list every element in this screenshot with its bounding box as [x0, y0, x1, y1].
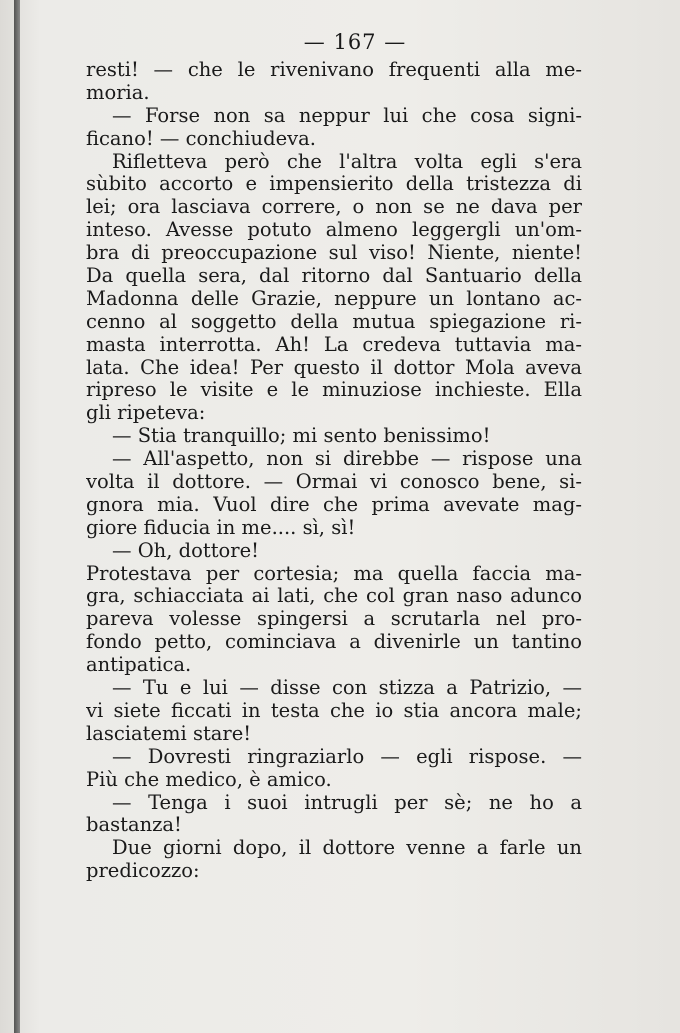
text-line: moria.: [86, 81, 150, 104]
page-number: — 167 —: [303, 30, 407, 54]
text-line: — Forse non sa neppur lui che cosa signi-: [112, 104, 582, 127]
text-line: fondo petto, cominciava a divenirle un tantino: [86, 631, 582, 654]
text-line: ripreso le visite e le minuziose inchieste. Ella: [86, 379, 582, 402]
text-line: bastanza!: [86, 814, 182, 837]
text-line: ficano! — conchiudeva.: [86, 127, 316, 150]
page-body-text: [86, 59, 582, 883]
text-line: gnora mia. Vuol dire che prima avevate mag-: [86, 493, 582, 516]
text-line: — Stia tranquillo; mi sento benissimo!: [112, 425, 491, 448]
text-line: antipatica.: [86, 654, 192, 677]
text-line: lata. Che idea! Per questo il dottor Mola aveva: [86, 356, 582, 379]
text-line: resti! — che le rivenivano frequenti alla me-: [86, 59, 582, 81]
text-line: — Tenga i suoi intrugli per sè; ne ho a: [112, 791, 582, 814]
text-line: — Dovresti ringraziarlo — egli rispose. —: [112, 745, 582, 768]
text-line: Madonna delle Grazie, neppure un lontano ac-: [86, 287, 582, 310]
text-line: gli ripeteva:: [86, 402, 206, 425]
text-line: cenno al soggetto della mutua spiegazione ri-: [86, 310, 582, 333]
text-line: gra, schiacciata ai lati, che col gran naso adunco: [86, 585, 582, 608]
text-line: Più che medico, è amico.: [86, 768, 332, 791]
text-line: Da quella sera, dal ritorno dal Santuario della: [86, 265, 582, 288]
text-line: pareva volesse spingersi a scrutarla nel pro-: [86, 608, 582, 631]
text-line: predicozzo:: [86, 860, 200, 883]
text-line: sùbito accorto e impensierito della tristezza di: [86, 173, 582, 196]
text-line: — Tu e lui — disse con stizza a Patrizio, —: [112, 677, 582, 700]
text-line: Due giorni dopo, il dottore venne a farle un: [112, 837, 582, 860]
text-line: masta interrotta. Ah! La credeva tuttavia ma-: [86, 333, 582, 356]
text-line: — All'aspetto, non si direbbe — rispose una: [112, 448, 582, 471]
text-line: inteso. Avesse potuto almeno leggergli un'om-: [86, 219, 582, 242]
text-line: volta il dottore. — Ormai vi conosco bene, si-: [86, 471, 582, 494]
book-spine-shadow: [14, 0, 20, 1033]
text-line: lei; ora lasciava correre, o non se ne dava per: [86, 196, 582, 219]
text-line: vi siete ficcati in testa che io stia ancora male;: [86, 699, 582, 722]
text-line: Rifletteva però che l'altra volta egli s'era: [112, 150, 582, 173]
text-line: giore fiducia in me.... sì, sì!: [86, 516, 356, 539]
text-line: bra di preoccupazione sul viso! Niente, niente!: [86, 242, 582, 265]
text-line: — Oh, dottore!: [112, 539, 259, 562]
text-line: lasciatemi stare!: [86, 722, 252, 745]
text-line: Protestava per cortesia; ma quella faccia ma-: [86, 562, 582, 585]
